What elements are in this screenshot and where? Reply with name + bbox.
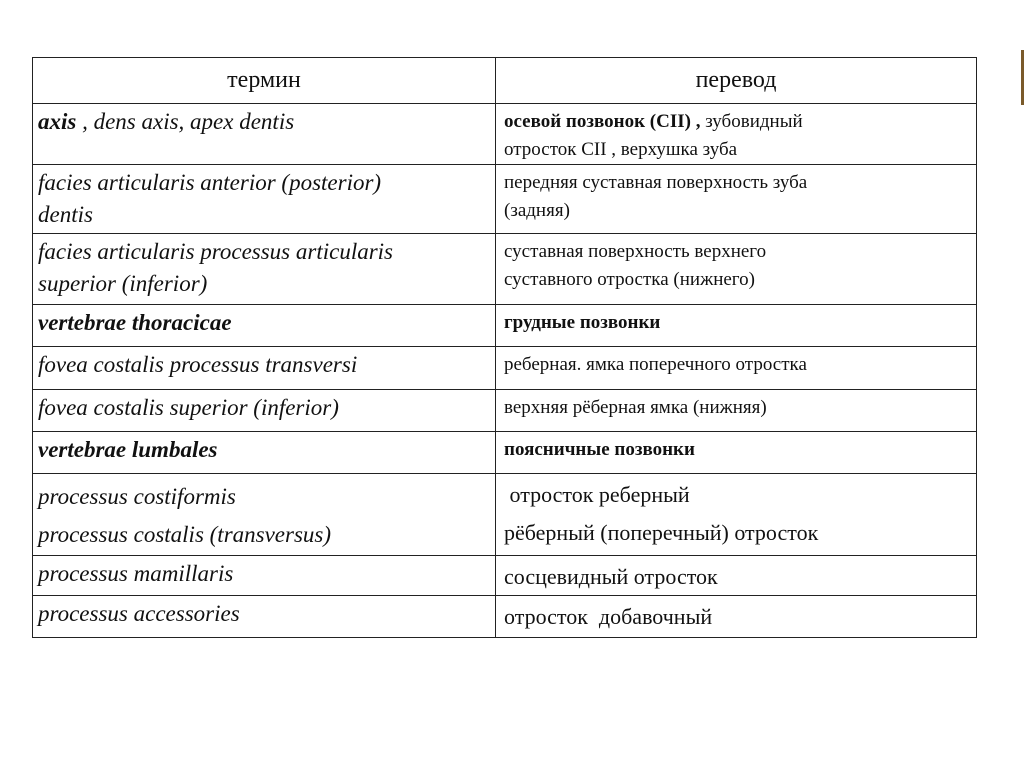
translation-cell: [496, 234, 977, 305]
translation-text: (задняя): [504, 200, 570, 221]
term-text: facies articularis processus articularis: [38, 239, 394, 264]
translation-cell: сосцевидный отросток: [496, 556, 977, 596]
translation-cell: реберная. ямка поперечного отростка: [496, 347, 977, 390]
translation-text: рёберный (поперечный) отросток: [504, 520, 819, 545]
term-text: superior (inferior): [38, 271, 208, 296]
table-row: [33, 596, 977, 638]
translation-cell: верхняя рёберная ямка (нижняя): [496, 390, 977, 432]
translation-text: суставная поверхность верхнего: [504, 241, 767, 262]
translation-text: передняя суставная поверхность зуба: [504, 172, 808, 193]
term-cell: fovea costalis processus transversi: [33, 347, 496, 390]
term-cell: processus mamillaris: [33, 556, 496, 596]
term-text: dentis: [38, 202, 93, 227]
table-row: [33, 165, 977, 234]
term-text: processus costalis (transversus): [38, 522, 332, 547]
table-row: [33, 432, 977, 474]
translation-cell: поясничные позвонки: [496, 432, 977, 474]
table-row: [33, 474, 977, 556]
term-cell: [33, 234, 496, 305]
table-row: [33, 305, 977, 347]
term-cell: fovea costalis superior (inferior): [33, 390, 496, 432]
translation-text: отросток реберный: [504, 482, 690, 507]
translation-cell: [496, 474, 977, 556]
term-cell: [33, 104, 496, 165]
term-cell: [33, 165, 496, 234]
translation-cell: отросток добавочный: [496, 596, 977, 638]
terminology-table: [32, 57, 977, 638]
term-cell: [33, 474, 496, 556]
translation-text: отросток CII , верхушка зуба: [504, 139, 738, 160]
table-row: [33, 234, 977, 305]
table-row: [33, 390, 977, 432]
term-cell: processus accessories: [33, 596, 496, 638]
term-cell: vertebrae thoracicae: [33, 305, 496, 347]
term-text: processus costiformis: [38, 484, 236, 509]
table-row: [33, 104, 977, 165]
translation-cell: [496, 104, 977, 165]
header-translation: перевод: [496, 58, 977, 104]
table-row: [33, 556, 977, 596]
translation-cell: грудные позвонки: [496, 305, 977, 347]
term-bold: axis: [38, 109, 77, 134]
translation-text: зубовидный: [700, 111, 803, 132]
translation-text: суставного отростка (нижнего): [504, 269, 755, 290]
term-cell: vertebrae lumbales: [33, 432, 496, 474]
table-row: [33, 347, 977, 390]
header-row: [33, 58, 977, 104]
translation-bold: осевой позвонок (CII) ,: [504, 111, 701, 132]
term-text: facies articularis anterior (posterior): [38, 170, 382, 195]
term-text: , dens axis, apex dentis: [76, 109, 295, 134]
header-term: термин: [33, 58, 496, 104]
translation-cell: [496, 165, 977, 234]
